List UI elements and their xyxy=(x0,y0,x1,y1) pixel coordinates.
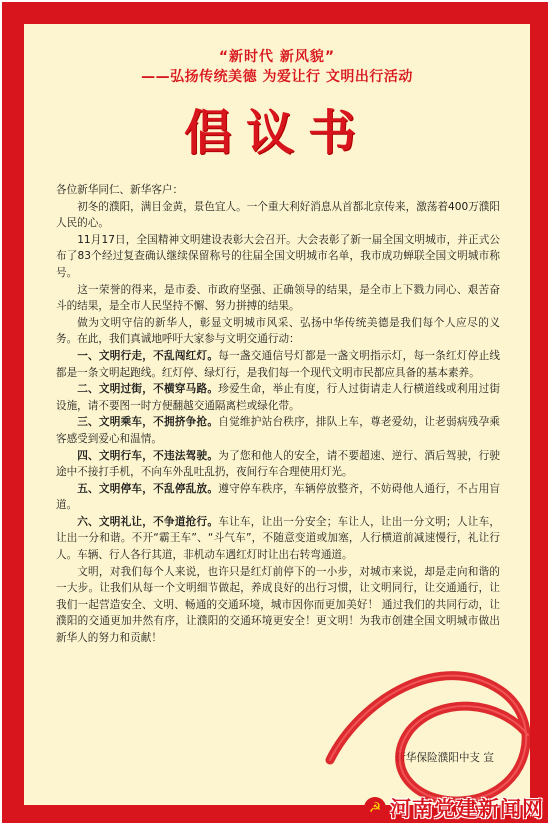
proposal-item-5-text: 遵守停车秩序，车辆停放整齐，不妨碍他人通行，不占用盲道。 xyxy=(56,482,501,512)
proposal-item-2-text: 珍爱生命，举止有度，行人过街请走人行横道线或利用过街设施，请不要图一时方便翻越交通隔离栏或绿化带。 xyxy=(56,383,501,412)
proposal-item-3 xyxy=(56,414,500,447)
salutation: 各位新华同仁、新华客户： xyxy=(56,184,184,196)
proposal-item-1-heading: 一、文明行走，不乱闯红灯。 xyxy=(77,349,219,362)
page-title: 倡议书 xyxy=(183,105,370,161)
proposal-item-6-heading: 六、文明礼让，不争道抢行。 xyxy=(77,515,219,528)
proposal-item-2-heading: 二、文明过街，不横穿马路。 xyxy=(77,383,219,396)
paragraph-appeal: 做为文明守信的新华人，彰显文明城市风采、弘扬中华传统美德是我们每个人应尽的义务。在此，我们真诚地呼吁大家参与文明交通行动： xyxy=(56,316,500,346)
proposal-item-5-heading: 五、文明停车，不乱停乱放。 xyxy=(77,482,219,495)
poster-paper xyxy=(24,24,530,805)
paragraph-honor: 这一荣誉的得来，是市委、市政府坚强、正确领导的结果，是全市上下戮力同心、艰苦奋斗的结果，是全市人民坚持不懈、努力拼搏的结果。 xyxy=(56,283,500,313)
proposal-item-3-text: 自觉维护站台秩序，排队上车，尊老爱幼，让老弱病残孕乘客感受到爱心和温情。 xyxy=(56,416,501,445)
paragraph-intro: 初冬的濮阳，满目金黄，景色宜人。一个重大利好消息从首都北京传来，激荡着400万濮阳人民的心。 xyxy=(56,200,500,230)
proposal-item-6 xyxy=(56,514,500,564)
campaign-slogan: “新时代 新风貌” xyxy=(218,49,336,65)
watermark-text: 河南党建新闻网 xyxy=(390,797,544,821)
proposal-item-3-heading: 三、文明乘车，不拥挤争抢。 xyxy=(77,416,219,429)
proposal-item-5 xyxy=(56,481,500,514)
poster-frame xyxy=(2,2,548,823)
proposal-item-4 xyxy=(56,448,500,481)
watermark xyxy=(364,793,544,823)
proposal-item-4-heading: 四、文明行车，不违法驾驶。 xyxy=(77,449,219,462)
proposal-item-2 xyxy=(56,381,500,414)
letter-body xyxy=(56,182,500,647)
proposal-item-1-text: 每一盏交通信号灯都是一盏文明指示灯，每一条红灯停止线都是一条文明起跑线。红灯停、绿灯行，是我们每一个现代文明市民都应具备的基本素养。 xyxy=(56,349,501,379)
proposal-item-6-text: 车让车，让出一分安全；车让人，让出一分文明；人让车，让出一分和谐。不开“霸王车”、“斗气车”，不随意变道或加塞，人行横道前减速慢行，礼让行人。车辆、行人各行其道，非机动车遇红灯时让出右转弯通道。 xyxy=(56,515,501,562)
proposal-item-4-text: 为了您和他人的安全，请不要超速、逆行、酒后驾驶，行驶途中不接打手机，不向车外乱吐乱扔，夜间行车合理使用灯光。 xyxy=(56,449,501,479)
paragraph-closing: 文明，对我们每个人来说，也许只是红灯前停下的一小步，对城市来说，却是走向和谐的一大步。让我们从每一个文明细节做起，养成良好的出行习惯，让文明同行，让交通通行，让我们一起营造安全、文明、畅通的交通环境，城市因你而更加美好！ 通过我们的共同行动，让濮阳的交通更加井然有序，让濮阳的交通环境更安全！更文明！为我市创建全国文明城市做出新华人的努力和贡献！ xyxy=(56,565,500,645)
campaign-subtitle: ——弘扬传统美德 为爱让行 文明出行活动 xyxy=(141,69,413,85)
signature: 新华保险濮阳中支 宣 xyxy=(395,752,494,764)
paragraph-conference: 11月17日，全国精神文明建设表彰大会召开。大会表彰了新一届全国文明城市，并正式公布了83个经过复查确认继续保留称号的往届全国文明城市名单，我市成功蝉联全国文明城市称号。 xyxy=(56,233,500,279)
hammer-sickle-icon: ☭ xyxy=(364,797,386,819)
proposal-item-1 xyxy=(56,348,500,381)
